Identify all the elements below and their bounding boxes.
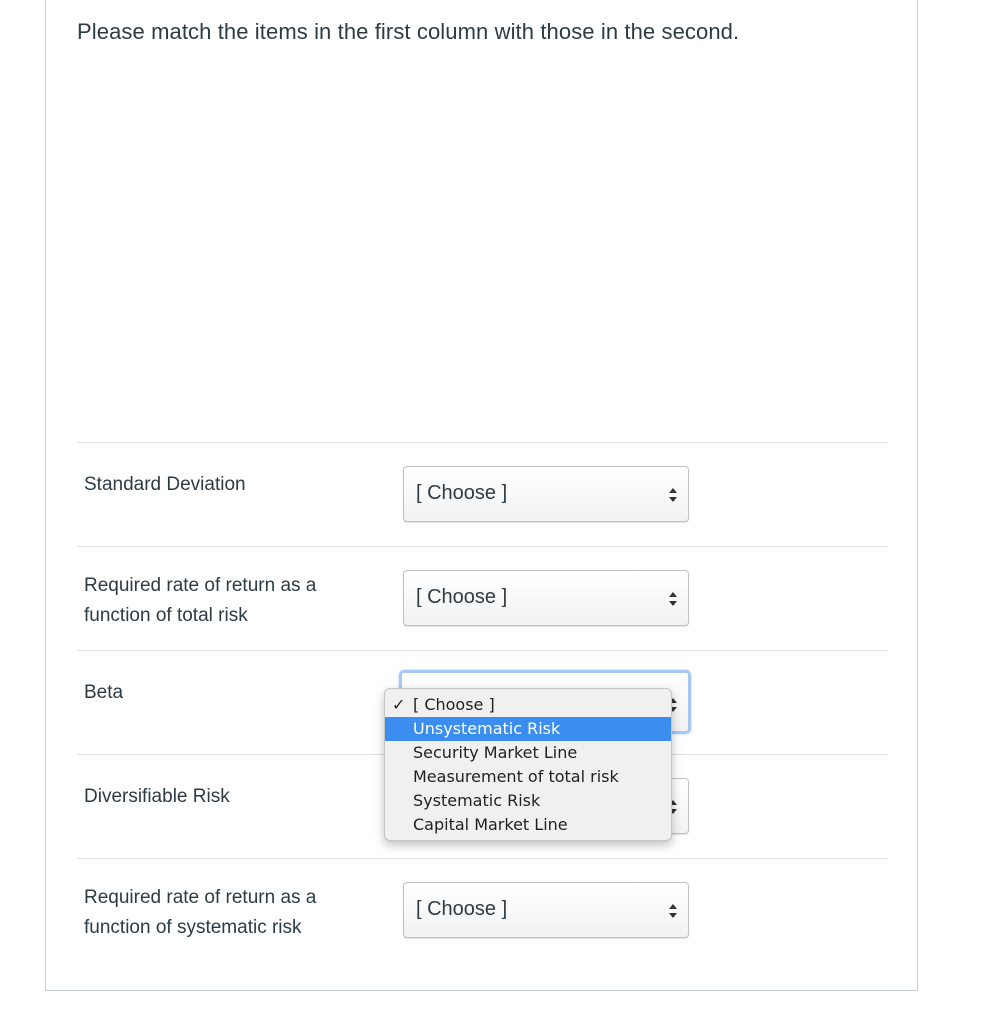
option-label: Security Market Line xyxy=(413,743,578,762)
match-row-label: Beta xyxy=(84,682,124,703)
option-label: Capital Market Line xyxy=(413,815,568,834)
match-row-label: Required rate of return as a function of total risk xyxy=(84,575,317,626)
match-row-label: Required rate of return as a function of systematic risk xyxy=(84,887,317,938)
select-value: [ Choose ] xyxy=(416,898,508,920)
dropdown-option-unsystematic-risk[interactable] xyxy=(385,717,671,741)
match-row-systematic-risk xyxy=(77,858,888,962)
option-label: Systematic Risk xyxy=(413,791,541,810)
select-dropdown-menu xyxy=(384,688,672,841)
dropdown-option-choose[interactable] xyxy=(385,693,671,717)
match-row-label: Standard Deviation xyxy=(84,474,246,495)
select-arrows-icon xyxy=(668,486,678,504)
answer-select-total-risk[interactable] xyxy=(403,570,689,626)
checkmark-icon: ✓ xyxy=(392,695,406,714)
answer-select-systematic-risk[interactable] xyxy=(403,882,689,938)
select-value: [ Choose ] xyxy=(416,586,508,608)
option-label: [ Choose ] xyxy=(413,695,495,714)
select-value: [ Choose ] xyxy=(416,482,508,504)
dropdown-option-capital-market-line[interactable] xyxy=(385,813,671,837)
dropdown-option-measurement-of-total-risk[interactable] xyxy=(385,765,671,789)
option-label: Measurement of total risk xyxy=(413,767,619,786)
select-arrows-icon xyxy=(668,590,678,608)
question-prompt: Please match the items in the first column with those in the second. xyxy=(77,19,740,44)
match-row-standard-deviation xyxy=(77,442,888,546)
dropdown-option-systematic-risk[interactable] xyxy=(385,789,671,813)
dropdown-option-security-market-line[interactable] xyxy=(385,741,671,765)
select-arrows-icon xyxy=(668,902,678,920)
match-row-total-risk xyxy=(77,546,888,650)
option-label: Unsystematic Risk xyxy=(413,719,561,738)
answer-select-standard-deviation[interactable] xyxy=(403,466,689,522)
match-row-label: Diversifiable Risk xyxy=(84,786,230,807)
